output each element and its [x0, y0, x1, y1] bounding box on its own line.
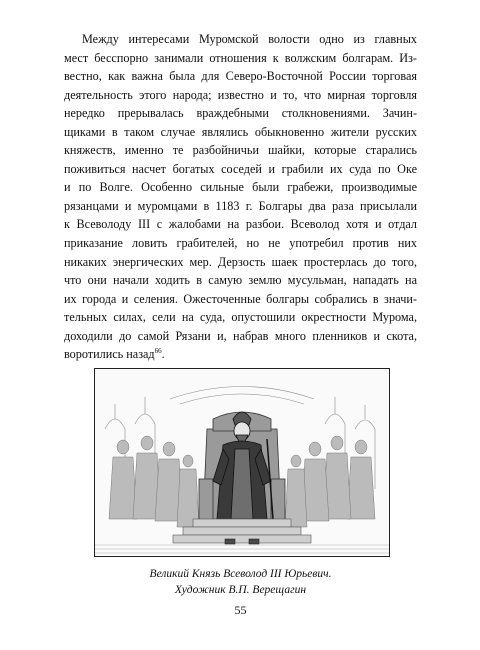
text-line: княжеств, именно те разбойничьи шайки, которые старались — [64, 143, 417, 158]
text-line: поживиться насчет богатых соседей и грабили их суда по Оке — [64, 161, 417, 176]
text-line-content: воротились назад — [64, 347, 155, 362]
text-line: тельных силах, сели на суда, опустошили окрестности Мурома, — [64, 310, 417, 325]
text-line: их города и селения. Ожесточенные болгары собрались в значи- — [64, 291, 417, 306]
text-line: доходили до самой Рязани и, набрав много пленников и скота, — [64, 328, 417, 343]
text-line: деятельность этого народа; известно и то, что мирная торговля — [64, 87, 417, 102]
text-line: и по Волге. Особенно сильные были грабежи, производимые — [64, 180, 417, 195]
page-number: 55 — [234, 603, 247, 617]
text-line: никаких энергических мер. Дерзость шаек простерлась до того, — [64, 254, 417, 269]
text-line: приказание ловить грабителей, но не употребил против них — [64, 236, 417, 251]
caption-title: Великий Князь Всеволод III Юрьевич. — [149, 568, 332, 580]
caption-artist: Художник В.П. Верещагин — [174, 584, 307, 596]
illustration-engraving-icon — [94, 368, 390, 557]
footnote-reference[interactable]: 66 — [154, 347, 162, 356]
text-line: Между интересами Муромской волости одно из главных — [82, 32, 417, 46]
end-punctuation: . — [161, 347, 165, 362]
body-paragraph — [64, 30, 417, 364]
text-line: что они начали ходить в самую землю мусульман, нападать на — [64, 273, 417, 288]
text-line: мест бесспорно занимали отношения к волжским болгарам. Из- — [64, 50, 417, 65]
text-line: к Всеволоду III с жалобами на разбои. Всеволод хотя и отдал — [64, 217, 417, 232]
text-line: нередко прерывалась враждебными столкновениями. Зачин- — [64, 106, 417, 121]
text-line: вестно, как важна была для Северо-Восточной России торговая — [64, 69, 417, 84]
text-line: рязанцами и муромцами в 1183 г. Болгары два раза присылали — [64, 198, 417, 213]
text-line-last — [64, 345, 417, 364]
text-line: щиками в таком случае являлись обыкновенно жители русских — [64, 124, 417, 139]
